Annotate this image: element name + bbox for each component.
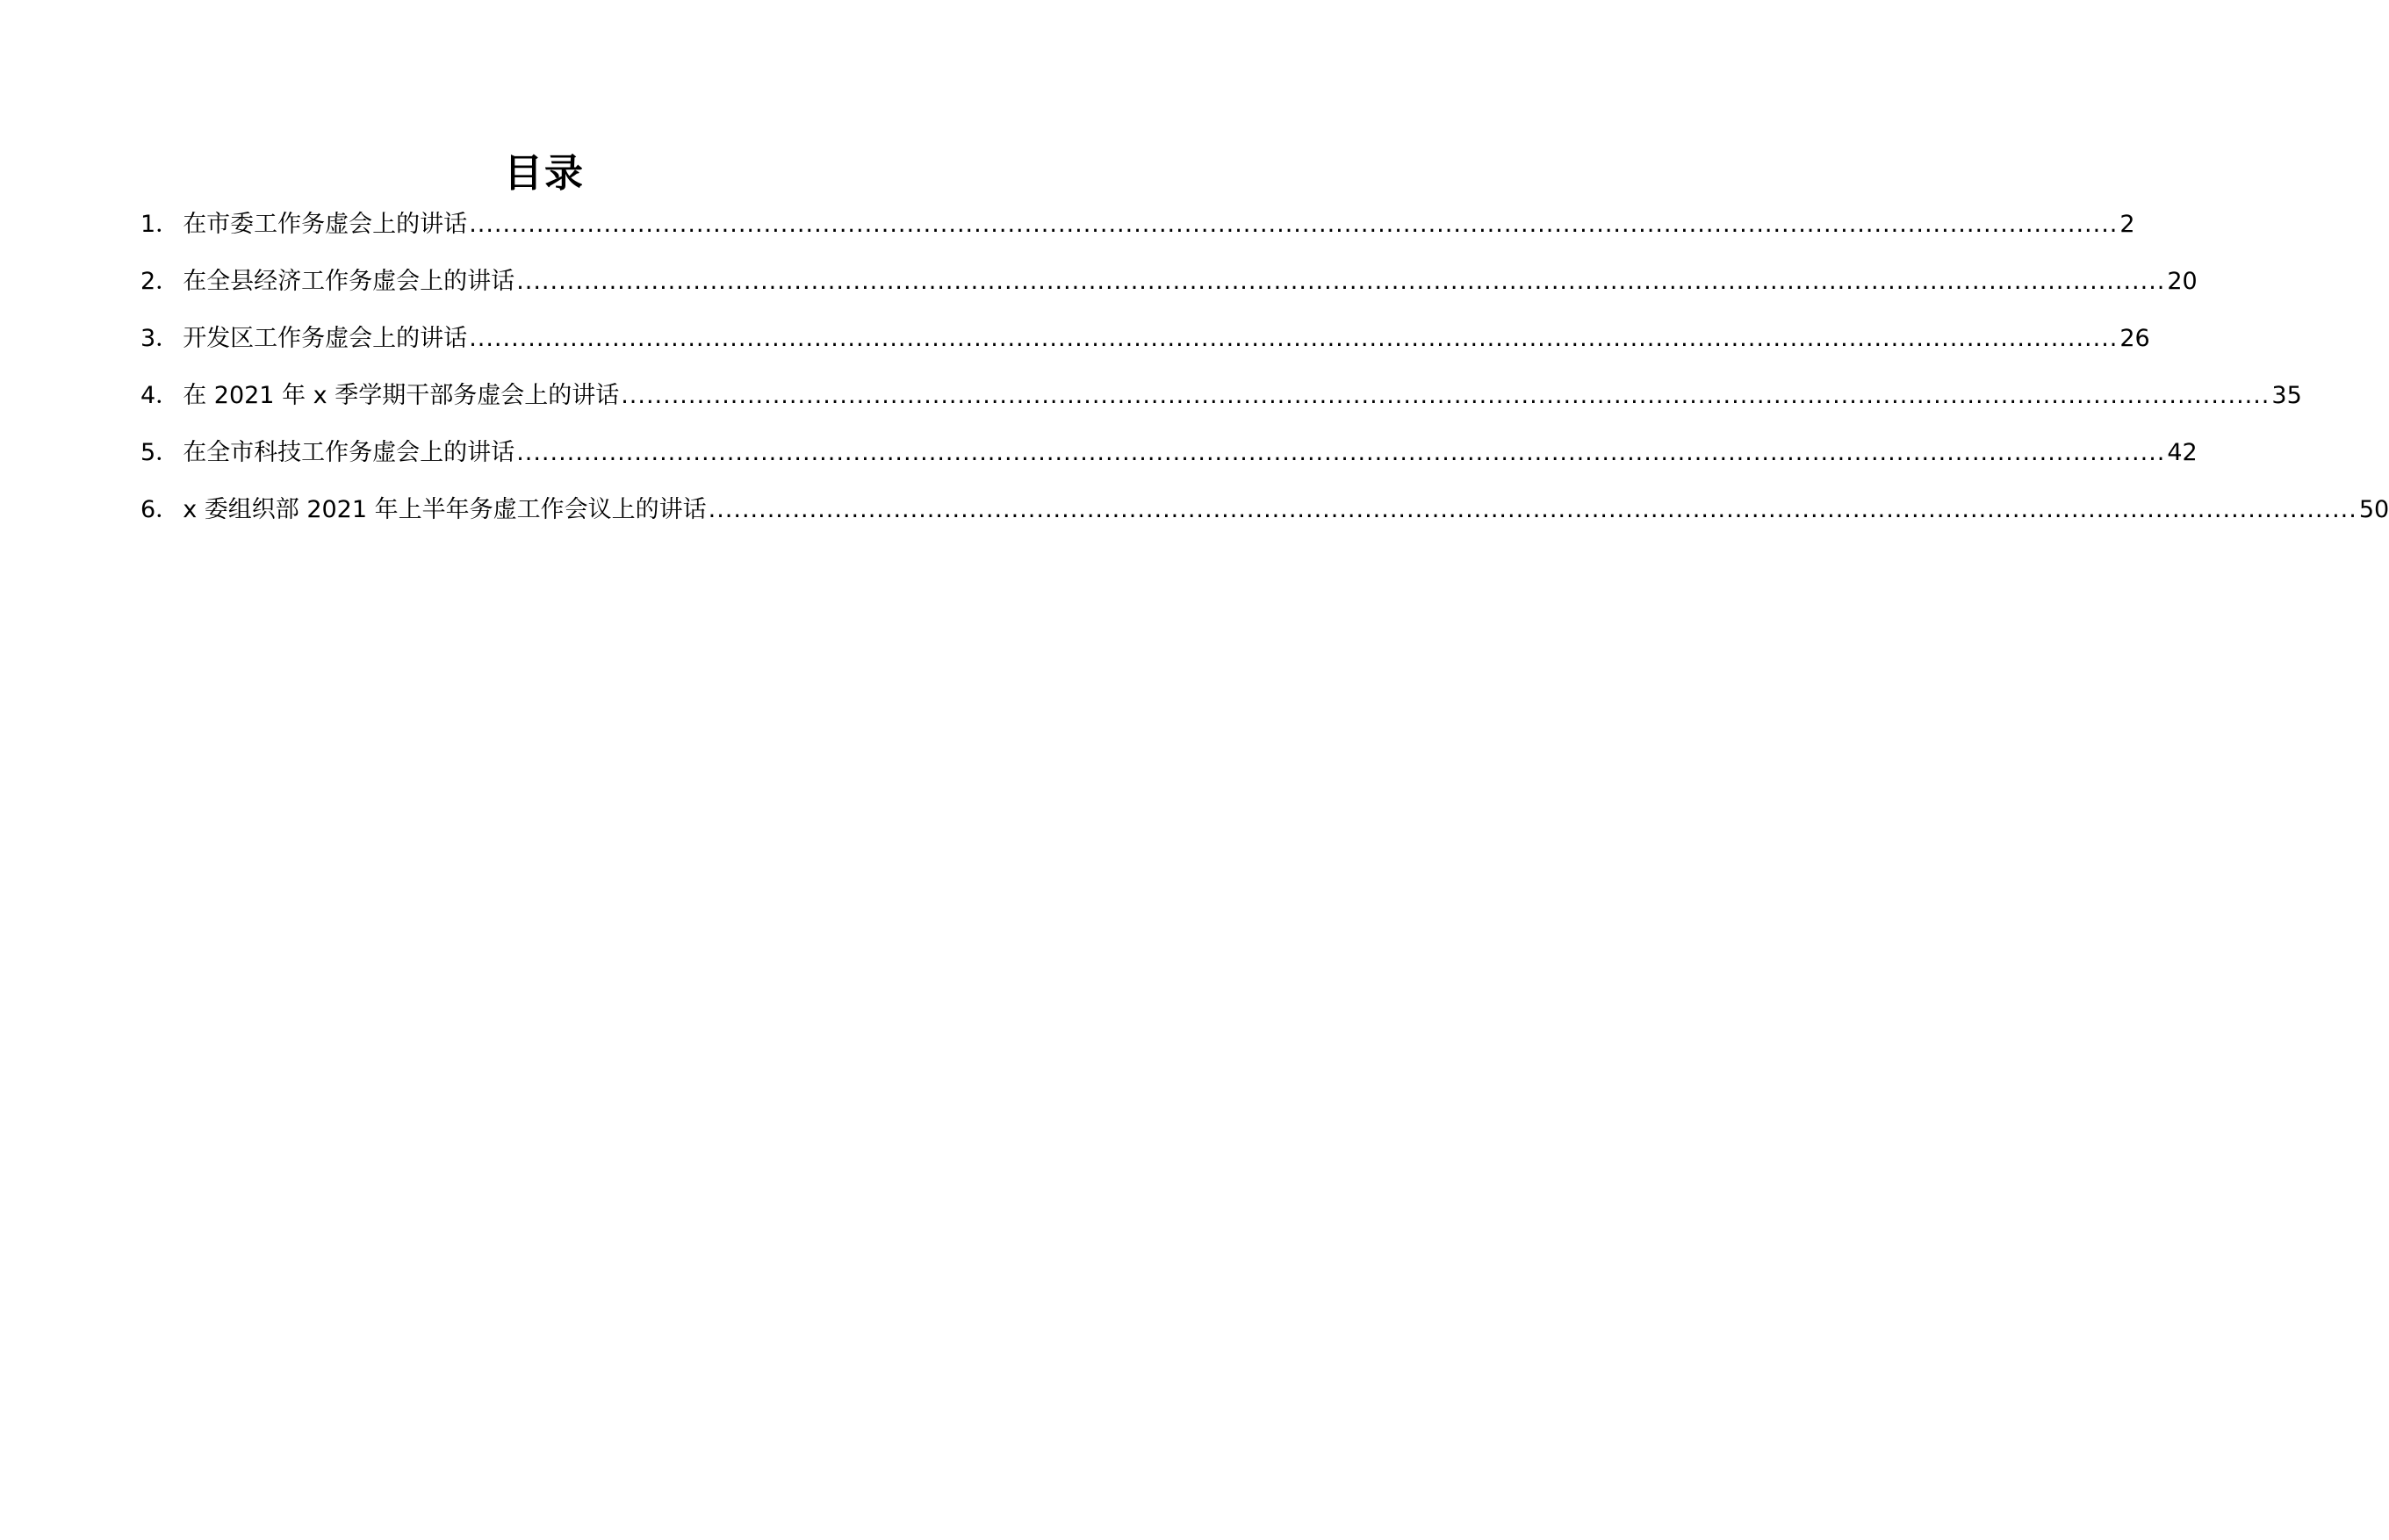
toc-entry[interactable] — [140, 321, 2150, 378]
toc-entry-title: 在全市科技工作务虚会上的讲话 — [183, 439, 515, 466]
toc-entry-page: 35 — [2271, 382, 2302, 409]
toc-entry[interactable] — [140, 493, 2389, 550]
toc-entry[interactable] — [140, 435, 2198, 493]
toc-dot-leader — [469, 321, 2118, 356]
toc-entry[interactable] — [140, 378, 2302, 435]
toc-entry-number: 4． — [140, 382, 180, 409]
toc-entry-page: 42 — [2167, 439, 2198, 466]
toc-entry-page: 26 — [2119, 325, 2150, 352]
toc-entry-number: 3． — [140, 325, 180, 352]
toc-entry[interactable] — [140, 264, 2198, 321]
toc-dot-leader — [516, 435, 2165, 471]
toc-entry-number: 6． — [140, 496, 180, 523]
toc-dot-leader — [469, 207, 2118, 242]
toc-entry-title: 在 2021 年 x 季学期干部务虚会上的讲话 — [183, 382, 620, 409]
toc-entry-title: 在市委工作务虚会上的讲话 — [183, 211, 468, 238]
toc-title: 目录 — [504, 151, 585, 196]
toc-entry-number: 2． — [140, 268, 180, 295]
toc-entry[interactable] — [140, 207, 2135, 264]
toc-entry-number: 5． — [140, 439, 180, 466]
toc-entry-title: 开发区工作务虚会上的讲话 — [183, 325, 468, 352]
toc-dot-leader — [621, 378, 2270, 414]
toc-dot-leader — [516, 264, 2165, 299]
toc-list — [140, 207, 2389, 550]
toc-dot-leader — [709, 493, 2357, 528]
toc-entry-title: 在全县经济工作务虚会上的讲话 — [183, 268, 515, 295]
toc-entry-title: x 委组织部 2021 年上半年务虚工作会议上的讲话 — [183, 496, 707, 523]
toc-entry-page: 50 — [2358, 496, 2389, 523]
toc-entry-page: 2 — [2119, 211, 2135, 238]
toc-entry-number: 1． — [140, 211, 180, 238]
toc-entry-page: 20 — [2167, 268, 2198, 295]
